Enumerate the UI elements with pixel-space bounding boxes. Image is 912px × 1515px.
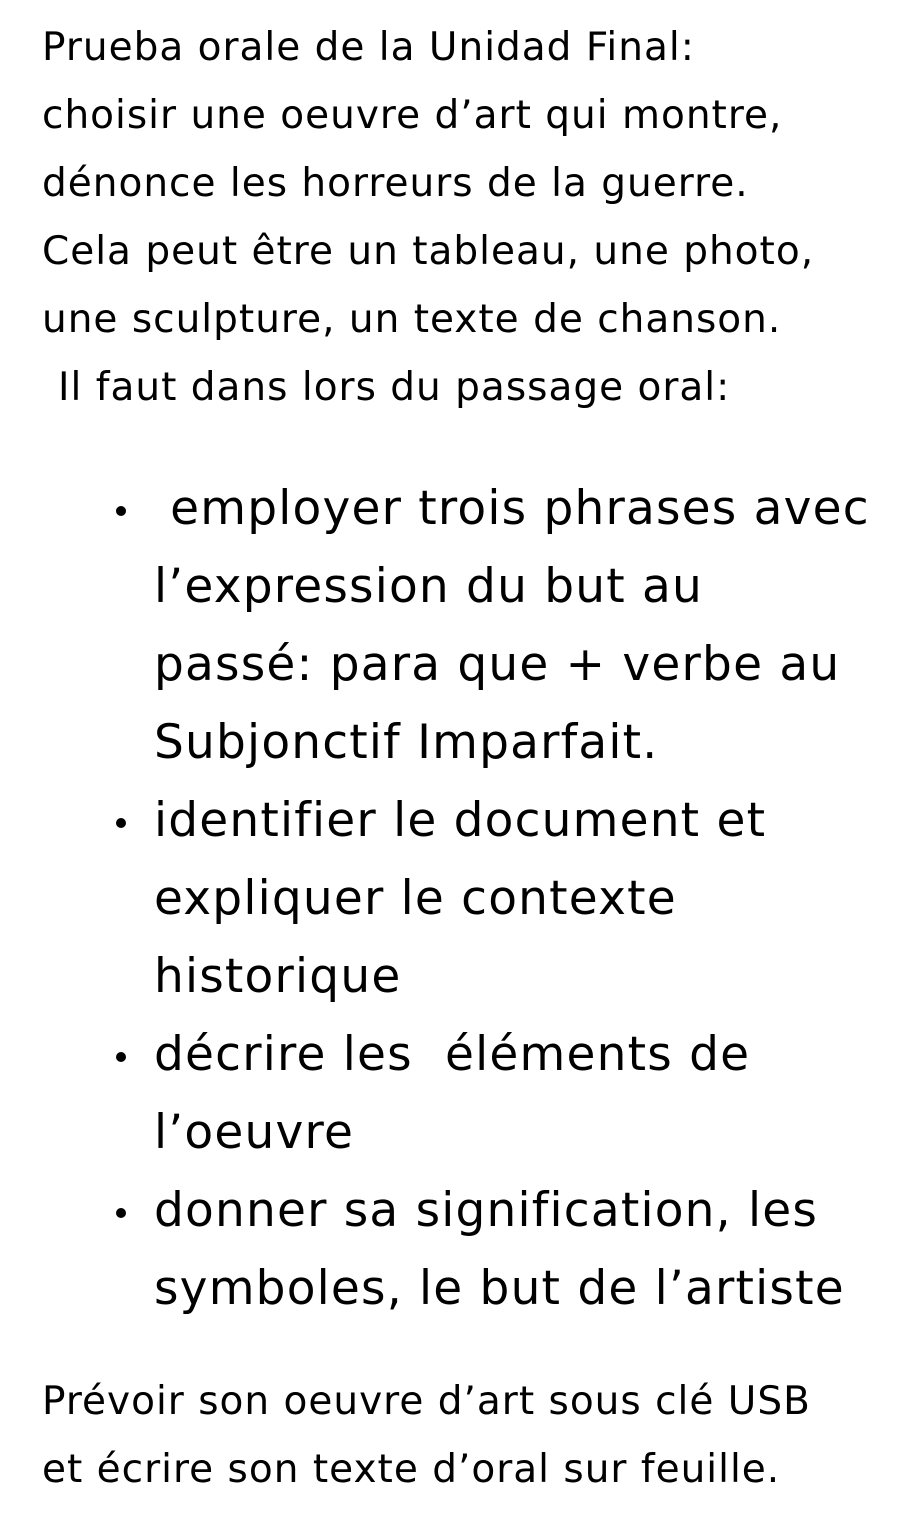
bullet-icon [116,506,126,516]
intro-line: choisir une oeuvre d’art qui montre, [42,93,783,138]
task-item [0,782,912,1016]
task-line: historique [154,949,402,1004]
task-list [0,470,912,1328]
intro-line: une sculpture, un texte de chanson. [42,297,782,342]
task-line: Subjonctif Imparfait. [154,715,659,770]
bullet-icon [116,1208,126,1218]
task-item [0,1016,912,1172]
intro-line: Il faut dans lors du passage oral: [58,365,731,410]
task-line: expliquer le contexte [154,871,677,926]
bullet-icon [116,1052,126,1062]
closing-paragraph [42,1368,902,1504]
intro-line: Prueba orale de la Unidad Final: [42,25,695,70]
closing-line: Prévoir son oeuvre d’art sous clé USB [42,1379,811,1424]
task-line: passé: para que + verbe au [154,637,841,692]
task-line: l’expression du but au [154,559,703,614]
task-item [0,1172,912,1328]
task-line: identifier le document et [154,793,767,848]
task-line: donner sa signification, les [154,1183,819,1238]
task-line: l’oeuvre [154,1105,355,1160]
task-line: symboles, le but de l’artiste [154,1261,845,1316]
intro-line: dénonce les horreurs de la guerre. [42,161,749,206]
task-item [0,470,912,782]
task-line: décrire les éléments de [154,1027,751,1082]
closing-line: et écrire son texte d’oral sur feuille. [42,1447,781,1492]
bullet-icon [116,818,126,828]
intro-paragraph [42,14,902,422]
task-line: employer trois phrases avec [154,481,870,536]
intro-line: Cela peut être un tableau, une photo, [42,229,815,274]
